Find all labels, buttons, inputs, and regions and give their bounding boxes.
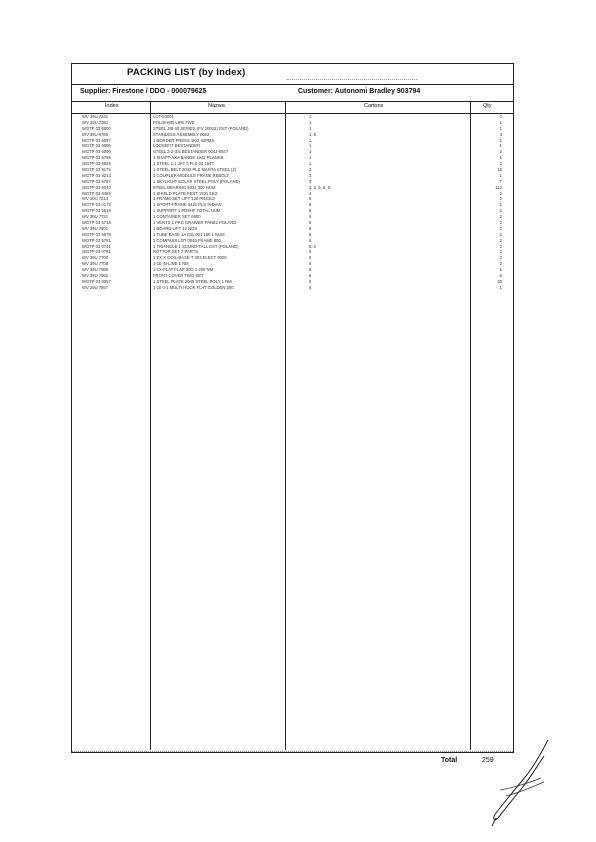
total-value: 259 [482,757,494,764]
row-index: WGTP 03 8175 [82,167,111,173]
row-description: 1 BOARD LIFT 42 NOS [153,225,198,231]
row-index: WV 39U 7962 [82,273,109,279]
signature-scribble [486,738,556,828]
row-qty: 20 [497,278,502,284]
row-cartons: 1, 8 [309,131,316,137]
row-index: WGTP 03 6678 [82,231,111,237]
row-index: WV 39U 7708 [82,261,109,267]
row-qty: 112 [495,184,502,190]
row-index: WV 39U 7241 [82,114,109,119]
row-cartons: 6 [309,202,312,208]
supplier-label: Supplier: Firestone / DDO - 000079625 [80,88,207,95]
row-index: WGTP 03 6090 [82,149,111,155]
row-description: 1 STEEL 1:1 JKT 0 FLS 03 1947 [153,161,214,167]
row-cartons: 1 [309,125,312,131]
row-index: WGTP 03 5618 [82,208,111,214]
row-qty: 2 [499,196,502,202]
row-cartons: 6 [309,225,312,231]
row-cartons: 6 [309,267,312,273]
document-title: PACKING LIST (by Index) [127,67,246,78]
packing-list-table [71,63,514,753]
row-description: LOOSEFIT BESTANDER [153,143,201,149]
row-description: 1 SHIELD PLATE-FEST 1931 5KG [153,190,218,196]
row-index: WV 39U 8760 [82,131,109,137]
row-qty: 1 [499,143,502,149]
row-qty: 2 [499,225,502,231]
row-qty: 2 [499,243,502,249]
row-qty: 2 [499,237,502,243]
info-row [72,84,513,102]
row-cartons: 1 [309,161,312,167]
row-index: WGTP 03 6483 [82,190,111,196]
row-index: WGTP 03 6797 [82,178,111,184]
row-description: 1-1X-FLAT FLAP 30G 1 200 NM [153,267,214,273]
row-index: WGTP 03 6800 [82,125,111,131]
row-index: WGTP 03 5718 [82,220,111,226]
row-description: FRONT COVER TWO SET [153,273,204,279]
row-description: POLISHED LIFE FIVE [153,119,195,125]
header-index: Index [105,103,119,109]
row-cartons: 6 [309,255,312,261]
row-qty: 16 [497,167,502,173]
row-qty: 2 [499,220,502,226]
row-description: ROTTOR SET 2 PARTS [153,249,199,255]
row-index: WV 39U 7721 [82,214,109,220]
row-qty: 1 [499,267,502,273]
row-cartons: 4 [309,190,312,196]
row-qty: 1 [499,172,502,178]
row-cartons: 1 [309,149,312,155]
row-index: WV 39U 7213 [82,196,109,202]
row-cartons: 2 [309,172,312,178]
row-qty: 2 [499,261,502,267]
row-description: 1 COMPASS LOT 0045 FRAME 800 [153,237,221,243]
row-description: 1 SHAFT-AXA BANDE 1942 PLANKE [153,155,224,161]
row-cartons: 6 [309,237,312,243]
row-qty: 2 [499,114,502,119]
row-cartons: 6 [309,196,312,202]
row-index: WGTP 03 6097 [82,137,111,143]
row-description: 1 EX X COIL-BASE-T 203 ELECT 9000 [153,255,227,261]
row-description: 1 TRIANGLE 1 SOUND-TALL EST (POLAND) [153,243,239,249]
row-index: WV 39U 7801 [82,225,109,231]
row-qty: 2 [499,249,502,255]
row-description: 1 STEEL BELT 2043 PLS MANTA STEEL (2) [153,167,237,173]
row-qty: 2 [499,255,502,261]
row-cartons: 6 [309,261,312,267]
row-index: WGTP 03 0173 [82,202,111,208]
row-qty: 4 [499,131,502,137]
row-qty: 1 [499,125,502,131]
header-cartons: Cartons [364,103,384,109]
row-index: WV 39U 7857 [82,284,109,290]
row-qty: 6 [499,273,502,279]
row-index: WGTP 03 6798 [82,155,111,161]
column-header-row [72,101,513,114]
table-body [72,114,513,291]
row-description: 1 SKYLIGHT SOLAR STEEL POLY (POLAND) [153,178,240,184]
row-qty: 1 [499,284,502,290]
row-index: WGTP 03 6095 [82,143,111,149]
row-cartons: 6 [309,273,312,279]
row-index: WV 39U 7381 [82,119,109,125]
row-description: 1 SUPPORT-1 PDSHF TOTAL NUM [153,208,221,214]
row-cartons: 6 [309,231,312,237]
row-description: STAINLESS ASSEMBLY 0022 [153,131,210,137]
row-description: LOT-50001 [153,114,174,119]
row-cartons: 1 [309,119,312,125]
row-cartons: 1 [309,137,312,143]
row-qty: 2 [499,161,502,167]
row-qty: 1 [499,137,502,143]
row-cartons: 1 [309,155,312,161]
row-cartons: 6 [309,249,312,255]
row-description: 1 VENTS 1 PKG DRAWER PANEL POLAND [153,220,237,226]
row-description: 1 SPORT-FRAME 5431 PLS INDIAN [153,202,222,208]
row-cartons: 1 [309,114,312,119]
row-index: WGTP 03 6057 [82,278,111,284]
row-index: WGTP 03 0741 [82,243,111,249]
row-index: WGTP 03 6825 [82,161,111,167]
row-description: 1-10 0-1 MULTI HOOK FLAT GOLDEN 300 [153,284,234,290]
row-description: 1 BORDER PRESS 1KG 42PMS [153,137,215,143]
row-qty: 2 [499,231,502,237]
title-underline [287,79,417,80]
customer-label: Customer: Autonomi Bradley 903794 [298,88,421,95]
row-qty: 7 [499,178,502,184]
row-description: 1 STEEL PLATE 2045 STEEL POLY 1 NM [153,278,232,284]
row-cartons: 6 [309,278,312,284]
table-bottom-line [72,751,513,752]
table-row [72,285,513,291]
row-cartons: 3 [309,178,312,184]
row-description: STEEL BEARING 5031 300 NUM [153,184,216,190]
title-row [72,64,513,85]
row-qty: 2 [499,190,502,196]
row-qty: 1 [499,119,502,125]
row-qty: 1 [499,202,502,208]
row-index: WGTP 03 5761 [82,237,111,243]
header-description: Nazwa [208,103,225,109]
row-index: WGTP 03 0781 [82,249,111,255]
row-index: WGTP 03 6043 [82,184,111,190]
row-cartons: 6 [309,220,312,226]
row-cartons: 6 [309,214,312,220]
row-cartons: 2 [309,167,312,173]
row-description: 1-10 IN-LINE 1 NM [153,261,189,267]
row-cartons: 3, 4, 5, 8, 9 [309,184,330,190]
row-description: STEEL 2-3-3.5 BESTANDER 0043-0847 [153,149,229,155]
row-description: STEEL JIB 60 SERIES (FV 20012) RST (POLAND) [153,125,249,131]
row-description: 1 FRAME SET LIFT 120 PIECES [153,196,215,202]
row-description: 1 TUBE BASE 1A 031 001 150 1 NUM [153,231,225,237]
row-cartons: 6 [309,284,312,290]
header-qty: Qty [483,103,492,109]
row-qty: 2 [499,214,502,220]
row-cartons: 6, 2 [309,243,316,249]
row-qty: 4 [499,149,502,155]
row-index: WV 39U 7700 [82,255,109,261]
total-label: Total [441,757,458,764]
row-cartons: 1 [309,143,312,149]
row-qty: 2 [499,208,502,214]
row-cartons: 6 [309,208,312,214]
row-description: 1 COUPLER-MODULE FRANK REBOLT [153,172,230,178]
row-description: 1 CONTAINER SET 6500 [153,214,201,220]
row-qty: 1 [499,155,502,161]
row-index: WGTP 03 8213 [82,172,111,178]
row-index: WV 39U 7986 [82,267,109,273]
